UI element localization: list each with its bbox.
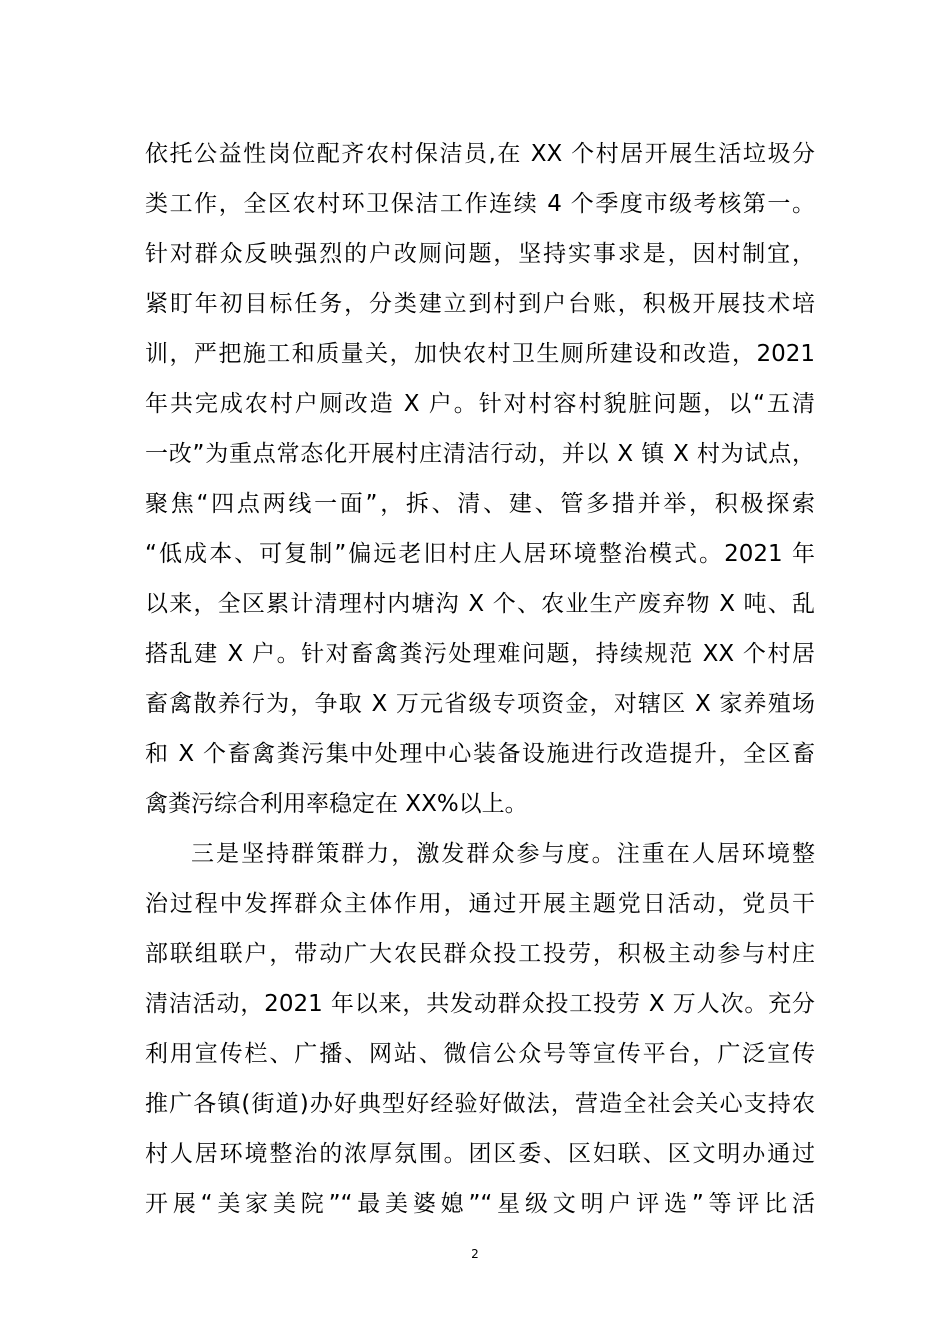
text-line: 针对群众反映强烈的户改厕问题，坚持实事求是，因村制宜， xyxy=(145,241,815,267)
paragraph-end-line: 禽粪污综合利用率稳定在 XX%以上。 xyxy=(145,791,528,817)
text-line: 搭乱建 X 户。针对畜禽粪污处理难问题，持续规范 XX 个村居 xyxy=(145,641,815,667)
text-line: 畜禽散养行为，争取 X 万元省级专项资金，对辖区 X 家养殖场 xyxy=(145,691,815,717)
text-line: 和 X 个畜禽粪污集中处理中心装备设施进行改造提升，全区畜 xyxy=(145,741,815,767)
text-line: 紧盯年初目标任务，分类建立到村到户台账，积极开展技术培 xyxy=(145,291,815,317)
text-line: 训，严把施工和质量关，加快农村卫生厕所建设和改造，2021 xyxy=(145,341,815,367)
text-line: 以来，全区累计清理村内塘沟 X 个、农业生产废弃物 X 吨、乱 xyxy=(145,591,815,617)
text-line: 类工作，全区农村环卫保洁工作连续 4 个季度市级考核第一。 xyxy=(145,191,815,217)
text-line: 开展“美家美院”“最美婆媳”“星级文明户评选”等评比活 xyxy=(145,1191,815,1217)
text-line: 部联组联户，带动广大农民群众投工投劳，积极主动参与村庄 xyxy=(145,941,815,967)
text-line: 推广各镇(街道)办好典型好经验好做法，营造全社会关心支持农 xyxy=(145,1091,815,1117)
text-line: 村人居环境整治的浓厚氛围。团区委、区妇联、区文明办通过 xyxy=(145,1141,815,1167)
text-line: “低成本、可复制”偏远老旧村庄人居环境整治模式。2021 年 xyxy=(145,541,815,567)
text-line: 利用宣传栏、广播、网站、微信公众号等宣传平台，广泛宣传 xyxy=(145,1041,815,1067)
text-line: 年共完成农村户厕改造 X 户。针对村容村貌脏问题，以“五清 xyxy=(145,391,815,417)
text-line: 依托公益性岗位配齐农村保洁员,在 XX 个村居开展生活垃圾分 xyxy=(145,141,815,167)
text-line: 一改”为重点常态化开展村庄清洁行动，并以 X 镇 X 村为试点， xyxy=(145,441,815,467)
text-line: 聚焦“四点两线一面”，拆、清、建、管多措并举，积极探索 xyxy=(145,491,815,517)
text-line: 治过程中发挥群众主体作用，通过开展主题党日活动，党员干 xyxy=(145,891,815,917)
text-line: 清洁活动，2021 年以来，共发动群众投工投劳 X 万人次。充分 xyxy=(145,991,815,1017)
page-number: 2 xyxy=(471,1247,479,1261)
paragraph-first-line: 三是坚持群策群力，激发群众参与度。注重在人居环境整 xyxy=(191,841,815,867)
